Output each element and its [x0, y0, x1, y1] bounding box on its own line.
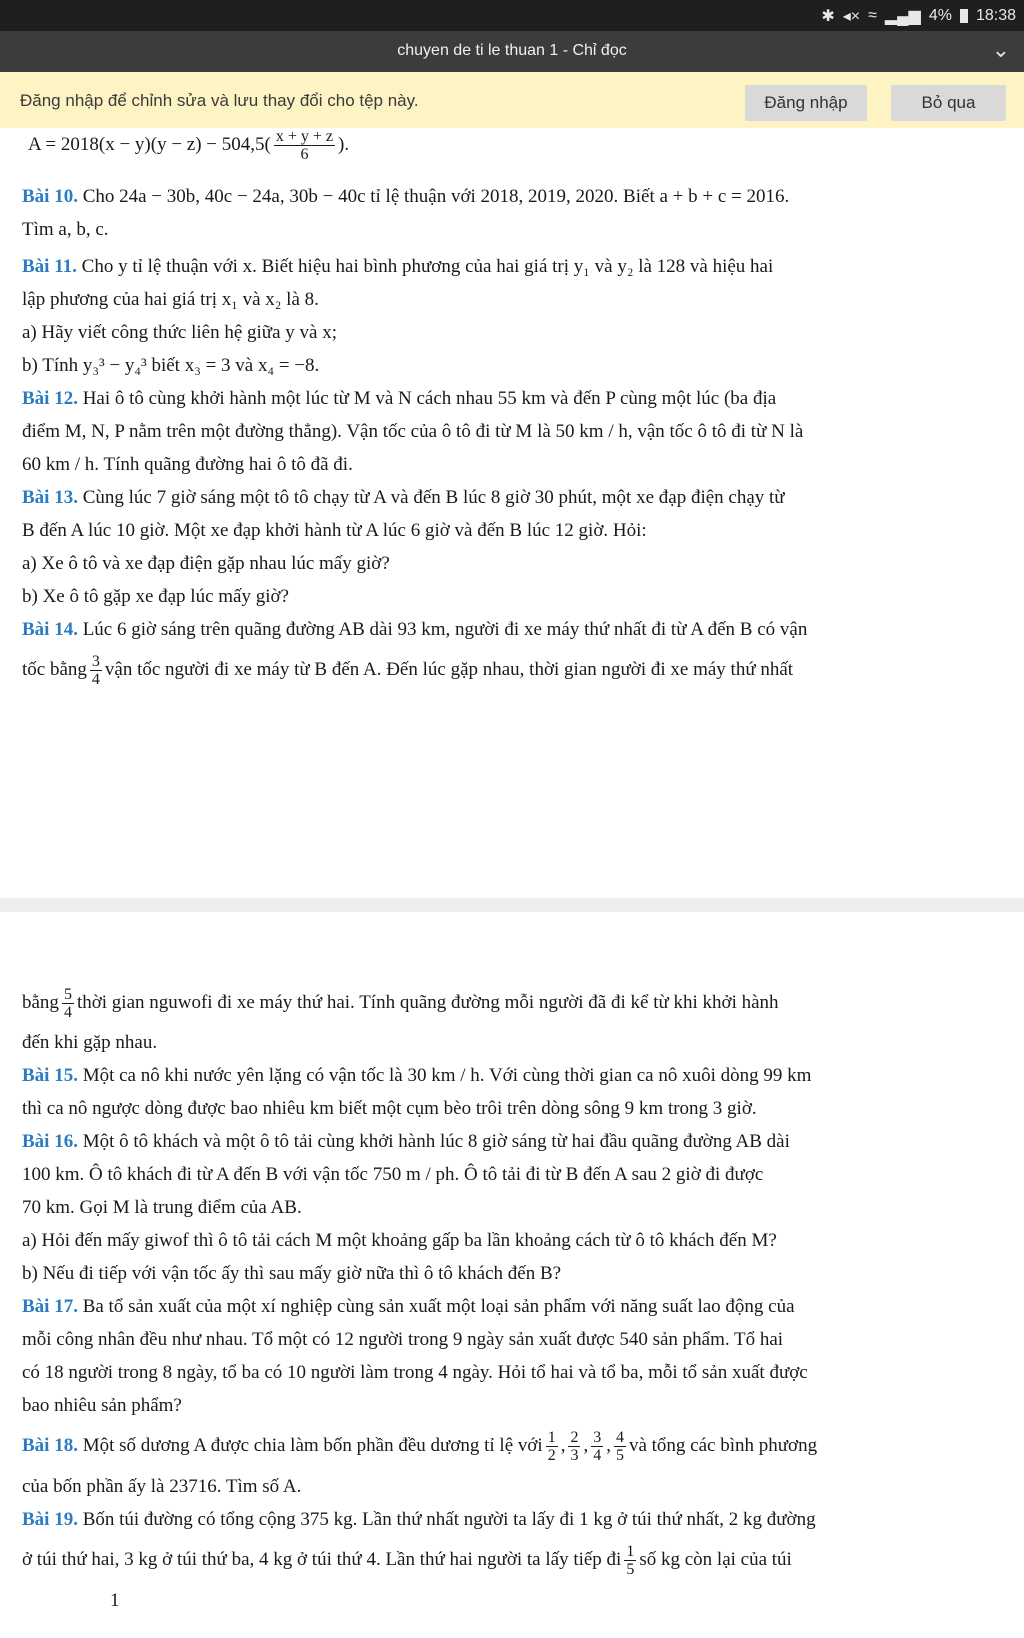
- problem-15-line: thì ca nô ngược dòng được bao nhiêu km biết một cụm bèo trôi trên dòng sông 9 km trong 3 giờ.: [22, 1098, 757, 1119]
- notice-message: Đăng nhập để chỉnh sửa và lưu thay đổi cho tệp này.: [20, 91, 419, 110]
- problem-11-part-a: a) Hãy viết công thức liên hệ giữa y và x;: [22, 322, 337, 343]
- wifi-icon: ≈: [868, 7, 877, 24]
- problem-17-line: mỗi công nhân đều như nhau. Tổ một có 12 người trong 9 ngày sản xuất được 540 sản phẩm. Tổ hai: [22, 1329, 784, 1350]
- problem-12-line: 60 km / h. Tính quãng đường hai ô tô đã đi.: [22, 454, 353, 475]
- clock: 18:38: [975, 7, 1016, 24]
- problem-11-part-b: b) Tính y₃³ − y₄³ biết x₃ = 3 và x₄ = −8.: [22, 355, 320, 376]
- problem-13-line: B đến A lúc 10 giờ. Một xe đạp khởi hành từ A lúc 6 giờ và đến B lúc 12 giờ. Hỏi:: [22, 520, 647, 541]
- formula-line: A = 2018(x − y)(y − z) − 504,5( $\frac{x + y + z}{6}$ ).: [28, 128, 350, 163]
- problem-16: Bài 16. Một ô tô khách và một ô tô tải cùng khởi hành lúc 8 giờ sáng từ hai đầu quãng đường AB dài: [22, 1131, 790, 1152]
- page-break: [0, 898, 1024, 912]
- problem-17-line: bao nhiêu sản phẩm?: [22, 1395, 182, 1416]
- problem-10-line: Tìm a, b, c.: [22, 219, 109, 240]
- problem-12: Bài 12. Hai ô tô cùng khởi hành một lúc từ M và N cách nhau 55 km và đến P cùng một lúc (ba địa: [22, 388, 777, 409]
- problem-13-part-a: a) Xe ô tô và xe đạp điện gặp nhau lúc mấy giờ?: [22, 553, 390, 574]
- skip-button[interactable]: Bỏ qua: [891, 85, 1006, 121]
- problem-19-line: ở túi thứ hai, 3 kg ở túi thứ ba, 4 kg ở túi thứ 4. Lần thứ hai người ta lấy tiếp đi $\frac{1}{5}$ số kg còn lại của túi: [22, 1543, 792, 1579]
- problem-14: Bài 14. Lúc 6 giờ sáng trên quãng đường AB dài 93 km, người đi xe máy thứ nhất đi từ A đến B có vận: [22, 619, 808, 640]
- problem-16-part-b: b) Nếu đi tiếp với vận tốc ấy thì sau mấy giờ nữa thì ô tô khách đến B?: [22, 1263, 562, 1284]
- mute-icon: ◂×: [842, 8, 861, 25]
- bluetooth-icon: ✱: [821, 8, 835, 25]
- login-button[interactable]: Đăng nhập: [745, 85, 867, 121]
- problem-10: Bài 10. Cho 24a − 30b, 40c − 24a, 30b − 40c tỉ lệ thuận với 2018, 2019, 2020. Biết a + b + c = 2016.: [22, 186, 790, 207]
- battery-icon: [960, 9, 968, 23]
- problem-11: Bài 11. Cho y tỉ lệ thuận với x. Biết hiệu hai bình phương của hai giá trị y₁ và y₂ là 128 và hiệu hai: [22, 256, 774, 277]
- problem-16-part-a: a) Hỏi đến mấy giwof thì ô tô tải cách M một khoảng gấp ba lần khoảng cách từ ô tô khách đến M?: [22, 1230, 777, 1251]
- problem-14-continued: bằng $\frac{5}{4}$ thời gian nguwofi đi xe máy thứ hai. Tính quãng đường mỗi người đã đi kể từ khi khởi hành: [22, 986, 779, 1022]
- document-title: chuyen de ti le thuan 1 - Chỉ đọc: [397, 42, 627, 59]
- formula-text: A = 2018(x − y)(y − z) − 504,5: [28, 133, 265, 155]
- formula-fraction: $\frac{x + y + z}{6}$: [275, 128, 334, 163]
- problem-13-part-b: b) Xe ô tô gặp xe đạp lúc mấy giờ?: [22, 586, 289, 607]
- signal-icon: ▂▄▆: [884, 8, 921, 25]
- problem-14-line: tốc bằng $\frac{3}{4}$ vận tốc người đi xe máy từ B đến A. Đến lúc gặp nhau, thời gian người đi xe máy thứ nhất: [22, 653, 794, 689]
- problem-13: Bài 13. Cùng lúc 7 giờ sáng một tô tô chạy từ A và đến B lúc 8 giờ 30 phút, một xe đạp điện chạy từ: [22, 487, 785, 508]
- problem-19-partial-line: 1: [110, 1590, 120, 1611]
- problem-11-line: lập phương của hai giá trị x₁ và x₂ là 8.: [22, 289, 319, 310]
- problem-15: Bài 15. Một ca nô khi nước yên lặng có vận tốc là 30 km / h. Với cùng thời gian ca nô xuôi dòng 99 km: [22, 1065, 812, 1086]
- problem-14-line: đến khi gặp nhau.: [22, 1032, 158, 1053]
- problem-17: Bài 17. Ba tổ sản xuất của một xí nghiệp cùng sản xuất một loại sản phẩm với năng suất lao động của: [22, 1296, 795, 1317]
- problem-19: Bài 19. Bốn túi đường có tổng cộng 375 kg. Lần thứ nhất người ta lấy đi 1 kg ở túi thứ nhất, 2 kg đường: [22, 1509, 816, 1530]
- problem-16-line: 100 km. Ô tô khách đi từ A đến B với vận tốc 750 m / ph. Ô tô tải đi từ B đến A sau 2 giờ đi được: [22, 1164, 764, 1185]
- problem-16-line: 70 km. Gọi M là trung điểm của AB.: [22, 1197, 302, 1218]
- document-page-2: [0, 980, 1024, 1617]
- document-title-bar: [0, 31, 1024, 72]
- sign-in-notice-bar: [0, 72, 1024, 128]
- problem-12-line: điểm M, N, P nằm trên một đường thẳng). Vận tốc của ô tô đi từ M là 50 km / h, vận tốc ô tô đi từ N là: [22, 421, 804, 442]
- problem-18-line: của bốn phần ấy là 23716. Tìm số A.: [22, 1476, 302, 1497]
- status-bar: [0, 0, 1024, 31]
- problem-18: Bài 18. Một số dương A được chia làm bốn phần đều dương tỉ lệ với $\frac{1}{2}$ , $\frac{2}{3}$ , $\frac{3}{4}$ , $\frac{4}{5}$ và tổng các bình phương: [22, 1429, 818, 1465]
- chevron-down-icon[interactable]: ⌄: [991, 37, 1010, 62]
- problem-17-line: có 18 người trong 8 ngày, tổ ba có 10 người làm trong 4 ngày. Hỏi tổ hai và tổ ba, mỗi tổ sản xuất được: [22, 1362, 808, 1383]
- document-page-1: [0, 180, 1024, 694]
- status-icons: [821, 6, 1016, 26]
- battery-percent: 4%: [928, 7, 952, 24]
